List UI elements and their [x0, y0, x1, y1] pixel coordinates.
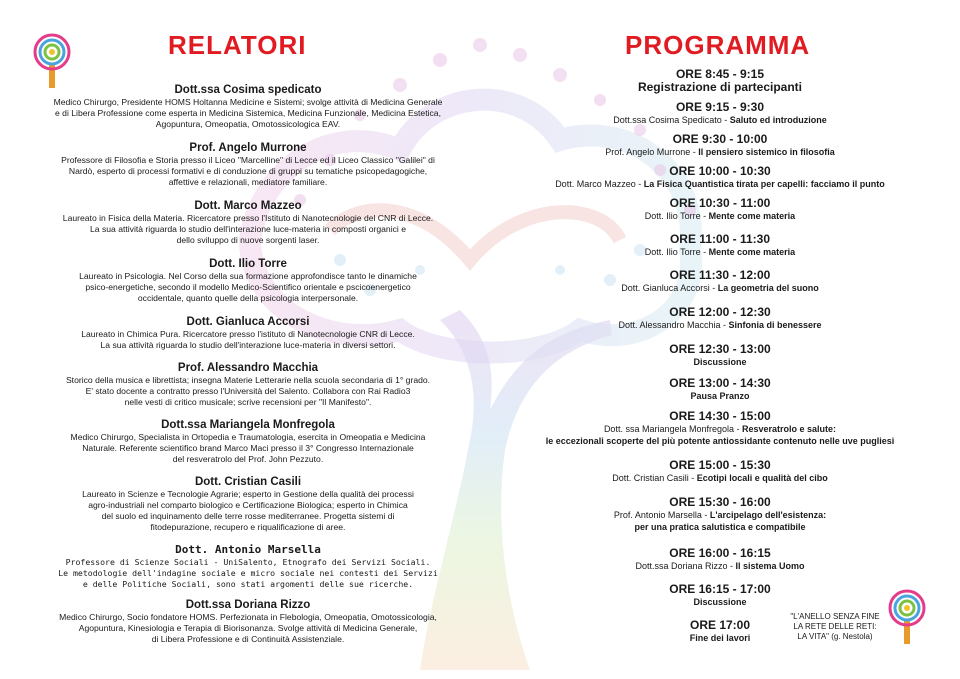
schedule-slot — [500, 546, 940, 572]
schedule-slot — [500, 409, 940, 447]
slot-title: La geometria del suono — [717, 283, 819, 293]
slot-title: le eccezionali scoperte del più potente antiossidante contenuto nelle uve pugliesi — [545, 436, 895, 446]
speaker-name: Dott.ssa Doriana Rizzo — [185, 599, 311, 611]
schedule-slot — [500, 582, 940, 608]
speaker-entry — [18, 543, 478, 590]
slot-time: ORE 17:00 — [689, 618, 751, 632]
schedule-slot — [500, 342, 940, 368]
slot-speaker: Dott.ssa Cosima Spedicato - — [613, 115, 730, 125]
speaker-description: Medico Chirurgo, Presidente HOMS Holtanna Medicine e Sistemi; svolge attività di Medicina Generale e di Libera Professione come esperta in Medicina Sistemica, Medicina Funzionale, Medicina Estetica, Agopuntura, Omeopatia, Omotossicologica EAV. — [53, 97, 443, 129]
slot-line — [500, 81, 940, 94]
slot-line — [500, 178, 940, 190]
slot-speaker: Dott. ssa Mariangela Monfregola - — [603, 424, 743, 434]
speaker-description: Laureato in Scienze e Tecnologie Agrarie; esperto in Gestione della qualità dei processi agro-industriali nel comparto biologico e Certificazione Biologica; esperto in Chimica del suolo ed inquinamento delle terre rosse mediterranee. Progetta sistemi di fitodepurazione, recupero e riqualificazione di aree. — [82, 489, 414, 532]
slot-time: ORE 10:00 - 10:30 — [669, 164, 771, 178]
slot-line — [500, 596, 940, 608]
speaker-entry — [18, 475, 478, 533]
speaker-name: Dott. Cristian Casili — [194, 476, 302, 488]
slot-time: ORE 9:30 - 10:00 — [672, 132, 768, 146]
speaker-name: Dott. Antonio Marsella — [175, 543, 321, 556]
slot-time: ORE 15:00 - 15:30 — [669, 458, 771, 472]
schedule-slot — [500, 232, 940, 258]
speaker-name: Dott. Gianluca Accorsi — [186, 316, 310, 328]
slot-title: Il sistema Uomo — [735, 561, 805, 571]
speakers-heading: RELATORI — [168, 30, 307, 60]
slot-title: Registrazione di partecipanti — [637, 80, 803, 94]
slot-time: ORE 12:00 - 12:30 — [669, 305, 771, 319]
slot-time: ORE 14:30 - 15:00 — [669, 409, 771, 423]
slot-title: Mente come materia — [708, 247, 796, 257]
slot-title: La Fisica Quantistica tirata per capelli: facciamo il punto — [643, 179, 885, 189]
speaker-entry — [18, 315, 478, 351]
slot-speaker: Prof. Antonio Marsella - — [613, 510, 710, 520]
slot-time: ORE 12:30 - 13:00 — [669, 342, 771, 356]
speaker-description: Medico Chirurgo, Socio fondatore HOMS. Perfezionata in Flebologia, Omeopatia, Omotossicologia, Agopuntura, Kinesiologia e Terapia di Biorisonanza. Svolge attività di Medicina Generale, di Libera Professione e di Continuità Assistenziale. — [59, 612, 437, 644]
slot-line — [500, 521, 940, 533]
slot-line — [500, 282, 940, 294]
programme-heading: PROGRAMMA — [625, 30, 811, 60]
speaker-description: Professore di Filosofia e Storia presso il Liceo "Marcelline" di Lecce ed il Liceo Classico "Galilei" di Nardò, esperto di processi formativi e di conduzione di gruppi su tematiche psicopedagogiche, affettive e relazionali, mediatore familiare. — [61, 155, 435, 187]
slot-line — [500, 246, 940, 258]
slot-time: ORE 10:30 - 11:00 — [669, 196, 771, 210]
speaker-name: Dott.ssa Cosima spedicato — [174, 84, 322, 96]
slot-time: ORE 16:00 - 16:15 — [669, 546, 771, 560]
slot-title: Resveratrolo e salute: — [742, 424, 837, 434]
slot-line — [500, 560, 940, 572]
slot-title: Ecotipi locali e qualità del cibo — [696, 473, 828, 483]
speaker-entry — [18, 83, 478, 130]
speaker-name: Dott. Ilio Torre — [209, 258, 287, 270]
speaker-description: Professore di Scienze Sociali - UniSalento, Etnografo dei Servizi Sociali. Le metodologie dell'indagine sociale e micro sociale nei contesti dei Servizi e delle Politiche Sociali, sono stati argomenti delle sue ricerche. — [58, 557, 438, 589]
speaker-description: Laureato in Psicologia. Nel Corso della sua formazione approfondisce tanto le dinamiche psico-energetiche, secondo il modello Medico-Scientifico orientale e pscicoenergetico occidentale, quanto quelle della psicologia interpersonale. — [79, 271, 417, 303]
closing-quote: "L'ANELLO SENZA FINE LA RETE DELLE RETI: LA VITA" (g. Nestola) — [790, 612, 880, 641]
speaker-entry — [18, 598, 478, 645]
speaker-name: Prof. Alessandro Macchia — [177, 362, 319, 374]
slot-speaker: Dott. Cristian Casili - — [612, 473, 697, 483]
speaker-entry — [18, 199, 478, 246]
slot-title: Mente come materia — [708, 211, 796, 221]
slot-line — [500, 114, 940, 126]
slot-speaker: Dott. Ilio Torre - — [644, 247, 709, 257]
slot-title: Pausa Pranzo — [690, 391, 750, 401]
schedule-slot — [500, 376, 940, 402]
slot-time: ORE 11:30 - 12:00 — [669, 268, 771, 282]
slot-title: Discussione — [693, 597, 747, 607]
slot-line — [500, 390, 940, 402]
slot-title: Sinfonia di benessere — [728, 320, 822, 330]
slot-line — [500, 472, 940, 484]
slot-line — [500, 509, 940, 521]
slot-line — [500, 423, 940, 435]
slot-line — [500, 319, 940, 331]
slot-speaker: Dott.ssa Doriana Rizzo - — [635, 561, 736, 571]
slot-line — [500, 210, 940, 222]
speaker-description: Storico della musica e librettista; insegna Materie Letterarie nella scuola secondaria di 1° grado. E' stato docente a contratto presso l'Università del Salento. Collabora con Rai Radio3 nelle vesti di critico musicale; scrive recensioni per "Il Manifesto". — [65, 375, 431, 407]
slot-title: Saluto ed introduzione — [729, 115, 827, 125]
slot-time: ORE 16:15 - 17:00 — [669, 582, 771, 596]
schedule-slot — [500, 164, 940, 190]
slot-time: ORE 15:30 - 16:00 — [669, 495, 771, 509]
speaker-entry — [18, 418, 478, 465]
slot-title: Il pensiero sistemico in filosofia — [698, 147, 835, 157]
speaker-name: Dott. Marco Mazzeo — [194, 200, 302, 212]
slot-speaker: Dott. Alessandro Macchia - — [618, 320, 729, 330]
slot-speaker: Dott. Marco Mazzeo - — [555, 179, 644, 189]
speaker-name: Prof. Angelo Murrone — [189, 142, 307, 154]
speaker-entry — [18, 257, 478, 304]
slot-time: ORE 11:00 - 11:30 — [669, 232, 771, 246]
speaker-description: Laureato in Fisica della Materia. Ricercatore presso l'Istituto di Nanotecnologie del CNR di Lecce. La sua attività riguarda lo studio dell'interazione luce-materia in composti organici e dello sviluppo di nuove sorgenti laser. — [62, 213, 434, 245]
speaker-entry — [18, 361, 478, 408]
schedule-slot — [500, 268, 940, 294]
schedule-slot — [500, 495, 940, 533]
schedule-slot — [500, 305, 940, 331]
speaker-name: Dott.ssa Mariangela Monfregola — [161, 419, 335, 431]
slot-time: ORE 8:45 - 9:15 — [675, 67, 765, 81]
speaker-entry — [18, 141, 478, 188]
slot-line — [500, 356, 940, 368]
schedule-slot — [500, 100, 940, 126]
slot-title: L'arcipelago dell'esistenza: — [709, 510, 827, 520]
speaker-description: Medico Chirurgo, Specialista in Ortopedia e Traumatologia, esercita in Omeopatia e Medicina Naturale. Referente scientifico brand Marco Maci presso il 3° Congresso Internazionale del resveratrolo del Prof. John Pezzuto. — [70, 432, 426, 464]
schedule-slot — [500, 132, 940, 158]
schedule-slot — [500, 67, 940, 94]
slot-title: per una pratica salutistica e compatibile — [634, 522, 806, 532]
slot-speaker: Prof. Angelo Murrone - — [605, 147, 699, 157]
slot-time: ORE 13:00 - 14:30 — [669, 376, 771, 390]
slot-title: Fine dei lavori — [689, 633, 751, 643]
slot-time: ORE 9:15 - 9:30 — [675, 100, 765, 114]
schedule-slot — [500, 458, 940, 484]
speaker-description: Laureato in Chimica Pura. Ricercatore presso l'istituto di Nanotecnologie CNR di Lecce. La sua attività riguarda lo studio dell'interazione luce-materia in diversi settori. — [81, 329, 415, 350]
slot-line — [500, 435, 940, 447]
schedule-slot — [500, 196, 940, 222]
slot-title: Discussione — [693, 357, 747, 367]
slot-line — [500, 146, 940, 158]
slot-speaker: Dott. Gianluca Accorsi - — [621, 283, 718, 293]
slot-speaker: Dott. Ilio Torre - — [644, 211, 709, 221]
